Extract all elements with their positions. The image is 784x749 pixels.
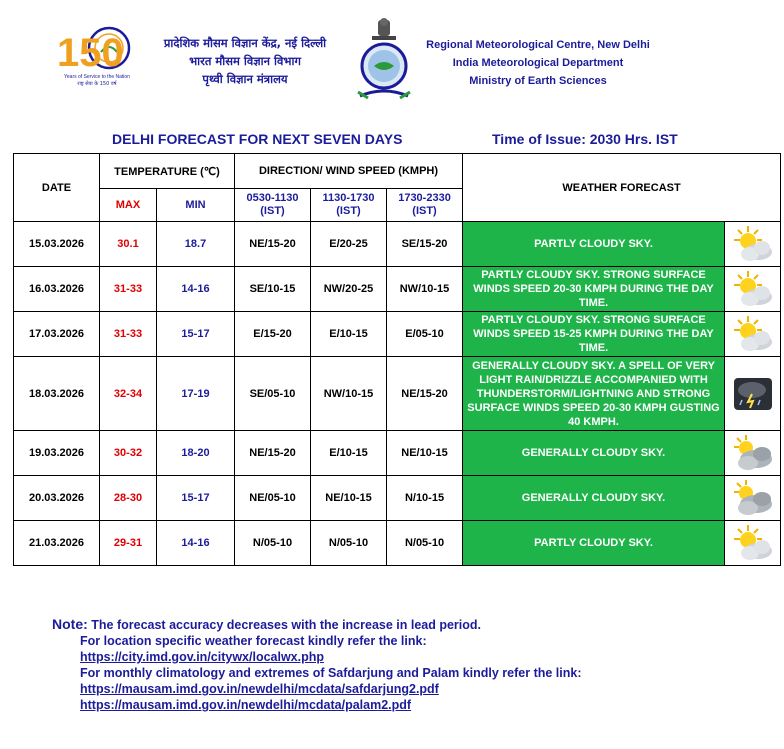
note-text: For location specific weather forecast kindly refer the link:: [80, 634, 427, 648]
row-wind-afternoon: N/05-10: [311, 521, 387, 566]
row-max-temp: 31-33: [100, 312, 157, 357]
row-min-temp: 15-17: [157, 476, 235, 521]
header-weather-forecast: WEATHER FORECAST: [463, 154, 781, 222]
row-date: 18.03.2026: [14, 357, 100, 431]
thunderstorm-icon: [725, 357, 781, 431]
logo-tagline-hindi: राष्ट्र सेवा के 150 वर्ष: [77, 81, 117, 87]
row-forecast-text: GENERALLY CLOUDY SKY.: [463, 431, 725, 476]
row-wind-afternoon: NE/10-15: [311, 476, 387, 521]
row-date: 17.03.2026: [14, 312, 100, 357]
row-wind-morning: N/05-10: [235, 521, 311, 566]
row-max-temp: 30.1: [100, 222, 157, 267]
row-date: 16.03.2026: [14, 267, 100, 312]
partly-cloudy-icon: [725, 312, 781, 357]
header-slot-afternoon: 1130-1730 (IST): [311, 189, 387, 222]
row-min-temp: 18-20: [157, 431, 235, 476]
partly-cloudy-icon: [725, 521, 781, 566]
cloudy-icon: [725, 476, 781, 521]
row-wind-morning: NE/15-20: [235, 222, 311, 267]
imd-emblem-icon: [352, 18, 416, 104]
cloudy-icon: [725, 431, 781, 476]
row-wind-morning: E/15-20: [235, 312, 311, 357]
note-text: For monthly climatology and extremes of Safdarjung and Palam kindly refer the link:: [80, 666, 582, 680]
hindi-header: [140, 34, 350, 88]
hindi-line: भारत मौसम विज्ञान विभाग: [189, 54, 301, 68]
local-forecast-link[interactable]: https://city.imd.gov.in/citywx/localwx.php: [80, 650, 325, 664]
row-forecast-text: GENERALLY CLOUDY SKY. A SPELL OF VERY LIGHT RAIN/DRIZZLE ACCOMPANIED WITH THUNDERSTORM/LIGHTNING AND STRONG SURFACE WINDS SPEED 20-30 KMPH GUSTING 40 KMPH.: [463, 357, 725, 431]
row-max-temp: 31-33: [100, 267, 157, 312]
safdarjung-climatology-link[interactable]: https://mausam.imd.gov.in/newdelhi/mcdata/safdarjung2.pdf: [80, 682, 439, 696]
row-wind-evening: NW/10-15: [387, 267, 463, 312]
forecast-row: [14, 476, 781, 521]
row-min-temp: 14-16: [157, 521, 235, 566]
row-forecast-text: PARTLY CLOUDY SKY. STRONG SURFACE WINDS SPEED 20-30 KMPH DURING THE DAY TIME.: [463, 267, 725, 312]
note-label: Note:: [52, 616, 88, 632]
english-line: Regional Meteorological Centre, New Delhi: [426, 39, 650, 51]
english-header: [418, 36, 658, 90]
row-wind-afternoon: NW/10-15: [311, 357, 387, 431]
row-forecast-text: PARTLY CLOUDY SKY.: [463, 222, 725, 267]
row-date: 21.03.2026: [14, 521, 100, 566]
notes-section: [52, 616, 582, 713]
header-slot-morning: 0530-1130 (IST): [235, 189, 311, 222]
forecast-row: [14, 431, 781, 476]
row-min-temp: 14-16: [157, 267, 235, 312]
row-max-temp: 29-31: [100, 521, 157, 566]
row-wind-morning: NE/15-20: [235, 431, 311, 476]
row-min-temp: 15-17: [157, 312, 235, 357]
row-wind-evening: NE/15-20: [387, 357, 463, 431]
header-max: MAX: [100, 189, 157, 222]
forecast-title: DELHI FORECAST FOR NEXT SEVEN DAYS: [112, 131, 403, 147]
row-max-temp: 28-30: [100, 476, 157, 521]
row-wind-afternoon: E/10-15: [311, 431, 387, 476]
logo-tagline: Years of Service to the Nation: [64, 74, 130, 80]
row-wind-afternoon: E/10-15: [311, 312, 387, 357]
row-forecast-text: PARTLY CLOUDY SKY.: [463, 521, 725, 566]
row-wind-evening: SE/15-20: [387, 222, 463, 267]
header-temperature: TEMPERATURE (℃): [100, 154, 235, 189]
forecast-row: [14, 312, 781, 357]
row-max-temp: 30-32: [100, 431, 157, 476]
row-wind-afternoon: NW/20-25: [311, 267, 387, 312]
header-min: MIN: [157, 189, 235, 222]
header-date: DATE: [14, 154, 100, 222]
row-forecast-text: PARTLY CLOUDY SKY. STRONG SURFACE WINDS SPEED 15-25 KMPH DURING THE DAY TIME.: [463, 312, 725, 357]
issue-time: Time of Issue: 2030 Hrs. IST: [492, 131, 678, 147]
row-wind-morning: NE/05-10: [235, 476, 311, 521]
row-wind-evening: N/05-10: [387, 521, 463, 566]
row-date: 20.03.2026: [14, 476, 100, 521]
hindi-line: पृथ्वी विज्ञान मंत्रालय: [202, 72, 288, 86]
forecast-row: [14, 267, 781, 312]
row-wind-evening: N/10-15: [387, 476, 463, 521]
header-slot-evening: 1730-2330 (IST): [387, 189, 463, 222]
forecast-row: [14, 521, 781, 566]
hindi-line: प्रादेशिक मौसम विज्ञान केंद्र, नई दिल्ली: [163, 36, 327, 50]
row-wind-afternoon: E/20-25: [311, 222, 387, 267]
english-line: Ministry of Earth Sciences: [469, 75, 607, 87]
forecast-table: [13, 153, 781, 566]
row-forecast-text: GENERALLY CLOUDY SKY.: [463, 476, 725, 521]
imd-150-logo: [57, 22, 137, 90]
forecast-row: [14, 222, 781, 267]
row-min-temp: 18.7: [157, 222, 235, 267]
row-wind-morning: SE/10-15: [235, 267, 311, 312]
header-wind: DIRECTION/ WIND SPEED (KMPH): [235, 154, 463, 189]
partly-cloudy-icon: [725, 267, 781, 312]
row-date: 15.03.2026: [14, 222, 100, 267]
row-wind-morning: SE/05-10: [235, 357, 311, 431]
note-text: The forecast accuracy decreases with the increase in lead period.: [91, 618, 482, 632]
row-max-temp: 32-34: [100, 357, 157, 431]
row-date: 19.03.2026: [14, 431, 100, 476]
logo-number: 150: [57, 31, 124, 75]
palam-climatology-link[interactable]: https://mausam.imd.gov.in/newdelhi/mcdata/palam2.pdf: [80, 698, 412, 712]
english-line: India Meteorological Department: [452, 57, 624, 69]
row-wind-evening: NE/10-15: [387, 431, 463, 476]
row-min-temp: 17-19: [157, 357, 235, 431]
partly-cloudy-icon: [725, 222, 781, 267]
forecast-row: [14, 357, 781, 431]
row-wind-evening: E/05-10: [387, 312, 463, 357]
